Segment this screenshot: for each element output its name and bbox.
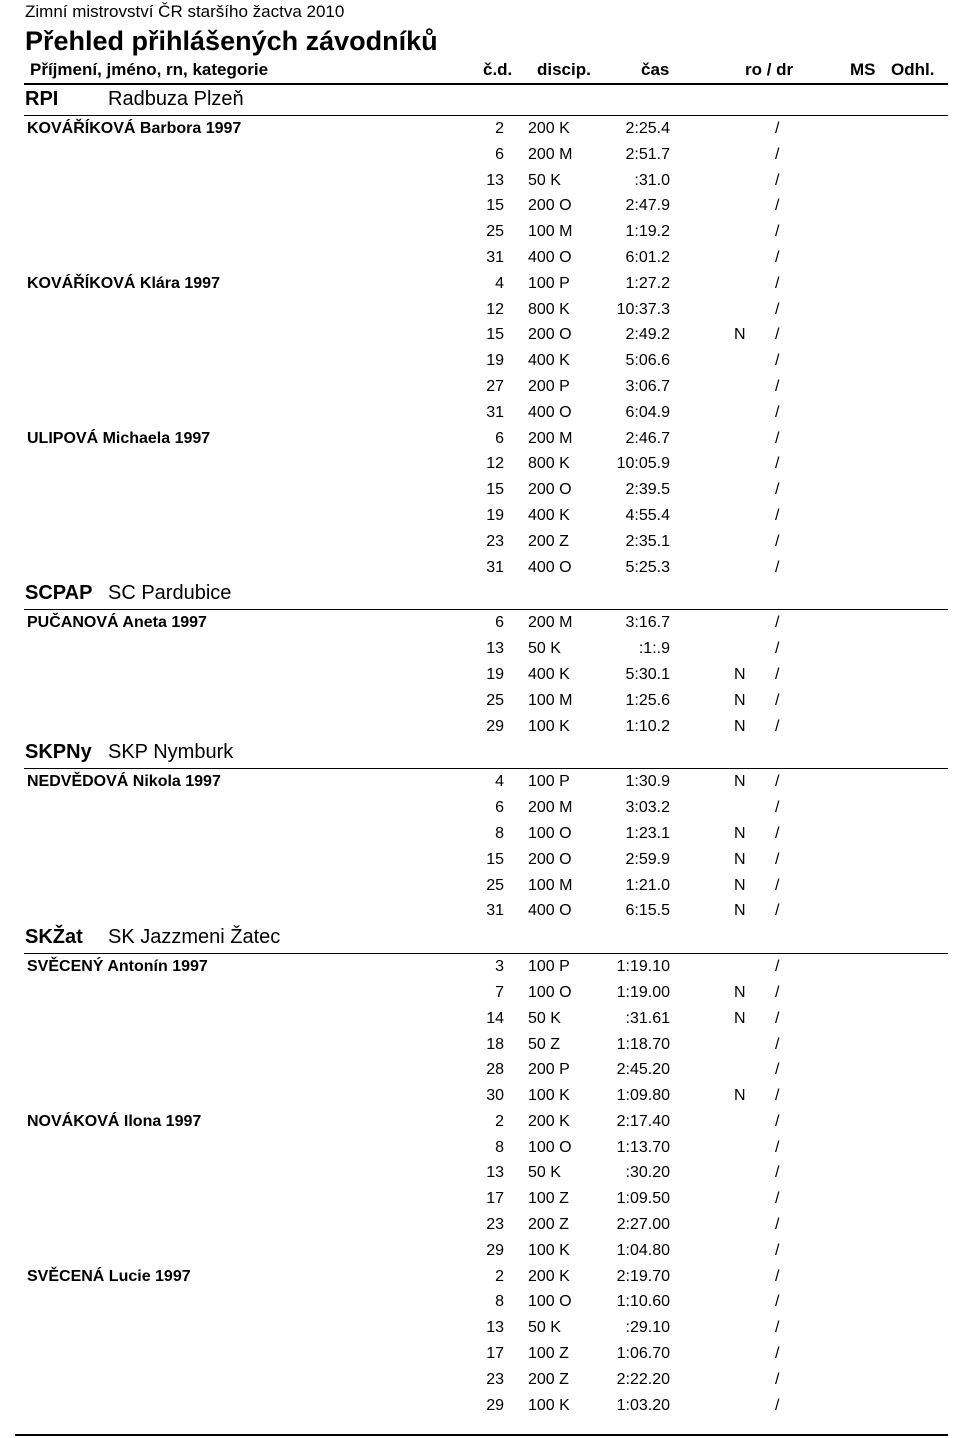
entry-discipline: 100 K: [528, 1396, 570, 1414]
entry-separator: /: [775, 958, 780, 976]
club-code: SKŽat: [25, 926, 83, 949]
entry-cd: 6: [495, 145, 504, 163]
entry-time: :31.61: [625, 1009, 670, 1027]
entry-cd: 19: [486, 665, 504, 683]
entry-row: [0, 1264, 960, 1290]
entry-time: 1:10.60: [616, 1293, 670, 1311]
entry-separator: /: [775, 1035, 780, 1053]
club-code: SCPAP: [25, 582, 93, 605]
entry-time: 1:19.2: [625, 223, 670, 241]
entry-time: 3:03.2: [625, 799, 670, 817]
entry-cd: 19: [486, 352, 504, 370]
entry-discipline: 200 M: [528, 799, 573, 817]
entry-cd: 23: [486, 532, 504, 550]
entry-cd: 30: [486, 1087, 504, 1105]
entry-time: 5:30.1: [625, 665, 670, 683]
entry-ro-flag: N: [734, 876, 746, 894]
swimmer-name: KOVÁŘÍKOVÁ Klára 1997: [27, 274, 220, 292]
entry-row: [0, 426, 960, 452]
entry-discipline: 200 M: [528, 429, 573, 447]
entry-cd: 29: [486, 1241, 504, 1259]
entry-row: [0, 219, 960, 245]
entry-cd: 28: [486, 1061, 504, 1079]
entry-cd: 2: [495, 120, 504, 137]
entry-time: 2:59.9: [625, 850, 670, 868]
entry-time: 10:05.9: [616, 455, 670, 473]
entry-cd: 13: [486, 1164, 504, 1182]
entry-time: 3:16.7: [625, 614, 670, 632]
entry-time: 1:30.9: [625, 773, 670, 791]
entry-discipline: 200 M: [528, 145, 573, 163]
entry-row: [0, 1057, 960, 1083]
entry-time: 6:15.5: [625, 902, 670, 920]
entry-row: [0, 954, 960, 980]
entry-cd: 13: [486, 171, 504, 189]
entry-cd: 6: [495, 429, 504, 447]
entry-discipline: 100 M: [528, 691, 573, 709]
entry-discipline: 50 Z: [528, 1035, 561, 1053]
swimmer-name: SVĚCENÝ Antonín 1997: [27, 958, 208, 976]
entry-discipline: 100 O: [528, 983, 572, 1001]
entry-discipline: 200 O: [528, 481, 572, 499]
entry-discipline: 50 K: [528, 171, 561, 189]
swimmer-name: NOVÁKOVÁ Ilona 1997: [27, 1112, 202, 1130]
entry-discipline: 100 P: [528, 958, 570, 976]
entry-separator: /: [775, 1293, 780, 1311]
entry-separator: /: [775, 1216, 780, 1234]
entry-time: 2:51.7: [625, 145, 670, 163]
entry-time: 2:19.70: [616, 1267, 670, 1285]
club-name: SKP Nymburk: [108, 741, 234, 764]
entry-separator: /: [775, 481, 780, 499]
entry-cd: 8: [495, 1293, 504, 1311]
entry-cd: 31: [486, 248, 504, 266]
entry-time: 1:06.70: [616, 1345, 670, 1363]
entry-row: [0, 1238, 960, 1264]
entry-row: [0, 168, 960, 194]
entry-discipline: 100 O: [528, 1293, 572, 1311]
entry-row: [0, 688, 960, 714]
entry-discipline: 400 K: [528, 665, 570, 683]
entry-row: [0, 1135, 960, 1161]
entry-separator: /: [775, 1370, 780, 1388]
entry-discipline: 50 K: [528, 1009, 561, 1027]
entry-cd: 31: [486, 403, 504, 421]
entry-row: [0, 142, 960, 168]
entry-separator: /: [775, 455, 780, 473]
entry-time: :1:.9: [638, 640, 670, 658]
entry-cd: 19: [486, 506, 504, 524]
entry-separator: /: [775, 1087, 780, 1105]
entry-separator: /: [775, 1061, 780, 1079]
col-header-disc: discip.: [537, 60, 591, 79]
entry-ro-flag: N: [734, 1009, 746, 1027]
entry-time: 2:39.5: [625, 481, 670, 499]
entry-ro-flag: N: [734, 824, 746, 842]
entry-time: 1:04.80: [616, 1241, 670, 1259]
entry-separator: /: [775, 1138, 780, 1156]
entry-time: 2:45.20: [616, 1061, 670, 1079]
entry-separator: /: [775, 1190, 780, 1208]
entry-cd: 15: [486, 197, 504, 215]
header-rule: [24, 83, 948, 85]
entry-cd: 13: [486, 1319, 504, 1337]
footer-rule: [15, 1434, 948, 1436]
entry-row: [0, 348, 960, 374]
entry-row: [0, 662, 960, 688]
entry-time: 2:25.4: [625, 120, 670, 137]
entry-ro-flag: N: [734, 773, 746, 791]
entry-time: 3:06.7: [625, 377, 670, 395]
swimmer-name: KOVÁŘÍKOVÁ Barbora 1997: [27, 120, 242, 137]
entry-row: [0, 555, 960, 581]
entry-cd: 4: [495, 773, 504, 791]
club-header: [0, 86, 960, 116]
entry-separator: /: [775, 665, 780, 683]
entry-discipline: 200 O: [528, 326, 572, 344]
entry-row: [0, 610, 960, 636]
entry-cd: 13: [486, 640, 504, 658]
entry-time: :30.20: [625, 1164, 670, 1182]
entry-row: [0, 980, 960, 1006]
entry-separator: /: [775, 717, 780, 735]
entry-row: [0, 297, 960, 323]
col-header-cd: č.d.: [483, 60, 513, 79]
entry-row: [0, 477, 960, 503]
entry-time: 1:19.00: [616, 983, 670, 1001]
entry-separator: /: [775, 902, 780, 920]
entry-cd: 6: [495, 614, 504, 632]
entry-time: 1:03.20: [616, 1396, 670, 1414]
entry-separator: /: [775, 773, 780, 791]
entry-time: 1:23.1: [625, 824, 670, 842]
club-name: SC Pardubice: [108, 582, 232, 605]
entry-row: [0, 271, 960, 297]
col-header-ro-dr: ro / dr: [745, 60, 794, 79]
entry-discipline: 100 M: [528, 223, 573, 241]
entry-cd: 31: [486, 558, 504, 576]
entry-separator: /: [775, 824, 780, 842]
entry-separator: /: [775, 532, 780, 550]
entry-discipline: 200 Z: [528, 532, 569, 550]
entry-discipline: 100 O: [528, 824, 572, 842]
entry-separator: /: [775, 274, 780, 292]
entry-time: 2:22.20: [616, 1370, 670, 1388]
entry-discipline: 400 K: [528, 352, 570, 370]
entry-row: [0, 451, 960, 477]
entry-cd: 25: [486, 691, 504, 709]
entry-cd: 4: [495, 274, 504, 292]
entry-discipline: 200 O: [528, 197, 572, 215]
entry-row: [0, 1289, 960, 1315]
entry-separator: /: [775, 1241, 780, 1259]
entry-cd: 25: [486, 223, 504, 241]
entry-row: [0, 245, 960, 271]
entry-discipline: 100 P: [528, 773, 570, 791]
entry-row: [0, 1186, 960, 1212]
entry-discipline: 200 K: [528, 1112, 570, 1130]
entry-separator: /: [775, 248, 780, 266]
entry-discipline: 50 K: [528, 1164, 561, 1182]
entry-cd: 23: [486, 1370, 504, 1388]
entry-discipline: 50 K: [528, 1319, 561, 1337]
entry-discipline: 200 P: [528, 377, 570, 395]
entry-cd: 12: [486, 455, 504, 473]
entry-discipline: 200 K: [528, 1267, 570, 1285]
entry-separator: /: [775, 1009, 780, 1027]
entry-discipline: 200 Z: [528, 1370, 569, 1388]
swimmer-name: SVĚCENÁ Lucie 1997: [27, 1267, 191, 1285]
entry-discipline: 400 O: [528, 248, 572, 266]
entry-row: [0, 1083, 960, 1109]
entry-row: [0, 821, 960, 847]
entry-cd: 23: [486, 1216, 504, 1234]
entry-separator: /: [775, 558, 780, 576]
entry-time: 6:01.2: [625, 248, 670, 266]
entry-time: 5:06.6: [625, 352, 670, 370]
entry-cd: 2: [495, 1112, 504, 1130]
entry-discipline: 100 Z: [528, 1190, 569, 1208]
entry-ro-flag: N: [734, 691, 746, 709]
entry-ro-flag: N: [734, 850, 746, 868]
entry-time: 1:25.6: [625, 691, 670, 709]
entry-ro-flag: N: [734, 1087, 746, 1105]
entry-discipline: 400 O: [528, 558, 572, 576]
entry-time: 2:47.9: [625, 197, 670, 215]
entry-row: [0, 795, 960, 821]
entry-discipline: 100 M: [528, 876, 573, 894]
entry-cd: 6: [495, 799, 504, 817]
entry-separator: /: [775, 506, 780, 524]
entry-time: :29.10: [625, 1319, 670, 1337]
entry-discipline: 100 K: [528, 1087, 570, 1105]
entry-row: [0, 1006, 960, 1032]
entry-discipline: 100 K: [528, 717, 570, 735]
entry-separator: /: [775, 326, 780, 344]
entry-ro-flag: N: [734, 665, 746, 683]
entry-row: [0, 193, 960, 219]
entry-discipline: 100 K: [528, 1241, 570, 1259]
entry-row: [0, 322, 960, 348]
entry-time: 4:55.4: [625, 506, 670, 524]
club-code: RPI: [25, 88, 59, 110]
entry-time: 1:18.70: [616, 1035, 670, 1053]
entry-row: [0, 1393, 960, 1419]
entry-time: :31.0: [634, 171, 670, 189]
entry-time: 1:09.80: [616, 1087, 670, 1105]
club-header: [0, 580, 960, 610]
entry-separator: /: [775, 1345, 780, 1363]
entry-separator: /: [775, 352, 780, 370]
entry-cd: 27: [486, 377, 504, 395]
entry-discipline: 50 K: [528, 640, 561, 658]
entry-time: 1:19.10: [616, 958, 670, 976]
entry-time: 1:27.2: [625, 274, 670, 292]
entry-time: 2:46.7: [625, 429, 670, 447]
entry-cd: 29: [486, 1396, 504, 1414]
entry-row: [0, 1109, 960, 1135]
entry-row: [0, 503, 960, 529]
entry-separator: /: [775, 983, 780, 1001]
entry-cd: 25: [486, 876, 504, 894]
entry-separator: /: [775, 145, 780, 163]
entry-cd: 18: [486, 1035, 504, 1053]
entry-separator: /: [775, 403, 780, 421]
entry-discipline: 100 P: [528, 274, 570, 292]
entry-ro-flag: N: [734, 983, 746, 1001]
entry-separator: /: [775, 614, 780, 632]
entry-row: [0, 898, 960, 924]
entry-discipline: 200 Z: [528, 1216, 569, 1234]
entry-cd: 2: [495, 1267, 504, 1285]
entry-separator: /: [775, 377, 780, 395]
entry-separator: /: [775, 1112, 780, 1130]
col-header-time: čas: [641, 60, 670, 79]
entry-cd: 8: [495, 824, 504, 842]
entry-time: 1:10.2: [625, 717, 670, 735]
entry-row: [0, 1367, 960, 1393]
club-name: SK Jazzmeni Žatec: [108, 926, 281, 949]
entry-cd: 29: [486, 717, 504, 735]
entry-discipline: 100 Z: [528, 1345, 569, 1363]
entry-time: 6:04.9: [625, 403, 670, 421]
entry-row: [0, 769, 960, 795]
entry-row: [0, 636, 960, 662]
club-name: Radbuza Plzeň: [108, 88, 244, 110]
entry-cd: 17: [486, 1345, 504, 1363]
entry-cd: 7: [495, 983, 504, 1001]
col-header-ms: MS: [850, 60, 876, 79]
entry-separator: /: [775, 640, 780, 658]
entry-time: 1:13.70: [616, 1138, 670, 1156]
entry-separator: /: [775, 691, 780, 709]
club-header: [0, 924, 960, 954]
club-header: [0, 739, 960, 769]
entry-discipline: 200 K: [528, 120, 570, 137]
entry-discipline: 100 O: [528, 1138, 572, 1156]
entry-separator: /: [775, 850, 780, 868]
entry-time: 2:35.1: [625, 532, 670, 550]
entry-time: 2:27.00: [616, 1216, 670, 1234]
entry-cd: 8: [495, 1138, 504, 1156]
entry-separator: /: [775, 1319, 780, 1337]
entry-ro-flag: N: [734, 717, 746, 735]
entry-separator: /: [775, 1267, 780, 1285]
col-header-name: Příjmení, jméno, rn, kategorie: [30, 60, 269, 79]
swimmer-name: ULIPOVÁ Michaela 1997: [27, 429, 211, 447]
entry-separator: /: [775, 429, 780, 447]
entry-ro-flag: N: [734, 326, 746, 344]
entry-cd: 12: [486, 300, 504, 318]
entry-time: 2:17.40: [616, 1112, 670, 1130]
entry-discipline: 400 K: [528, 506, 570, 524]
col-header-odhl: Odhl.: [891, 60, 935, 79]
entry-row: [0, 1032, 960, 1058]
entry-separator: /: [775, 300, 780, 318]
entry-row: [0, 714, 960, 740]
entry-discipline: 400 O: [528, 403, 572, 421]
entry-separator: /: [775, 223, 780, 241]
entry-cd: 15: [486, 481, 504, 499]
entry-discipline: 200 O: [528, 850, 572, 868]
entry-time: 10:37.3: [616, 300, 670, 318]
entry-separator: /: [775, 799, 780, 817]
entry-separator: /: [775, 197, 780, 215]
entry-time: 2:49.2: [625, 326, 670, 344]
entry-cd: 17: [486, 1190, 504, 1208]
entry-separator: /: [775, 876, 780, 894]
entry-cd: 15: [486, 850, 504, 868]
page-title: Přehled přihlášených závodníků: [25, 26, 438, 56]
entry-row: [0, 400, 960, 426]
entry-discipline: 200 M: [528, 614, 573, 632]
entries-list: [0, 86, 960, 1418]
entry-separator: /: [775, 1164, 780, 1182]
entry-time: 1:09.50: [616, 1190, 670, 1208]
entry-row: [0, 1341, 960, 1367]
entry-discipline: 800 K: [528, 455, 570, 473]
entry-discipline: 200 P: [528, 1061, 570, 1079]
entry-time: 5:25.3: [625, 558, 670, 576]
swimmer-name: PUČANOVÁ Aneta 1997: [27, 614, 207, 632]
entry-discipline: 400 O: [528, 902, 572, 920]
club-code: SKPNy: [25, 741, 92, 764]
event-subtitle: Zimní mistrovství ČR staršího žactva 2010: [25, 2, 345, 21]
entry-cd: 14: [486, 1009, 504, 1027]
entry-separator: /: [775, 1396, 780, 1414]
entry-cd: 31: [486, 902, 504, 920]
entry-row: [0, 374, 960, 400]
entry-ro-flag: N: [734, 902, 746, 920]
column-header-row: [0, 60, 960, 82]
entry-row: [0, 1315, 960, 1341]
entry-row: [0, 116, 960, 142]
entry-separator: /: [775, 120, 780, 137]
entry-row: [0, 847, 960, 873]
entry-time: 1:21.0: [625, 876, 670, 894]
entry-cd: 3: [495, 958, 504, 976]
entry-discipline: 800 K: [528, 300, 570, 318]
entry-row: [0, 529, 960, 555]
entry-row: [0, 873, 960, 899]
entry-row: [0, 1160, 960, 1186]
entry-row: [0, 1212, 960, 1238]
entry-cd: 15: [486, 326, 504, 344]
entry-separator: /: [775, 171, 780, 189]
swimmer-name: NEDVĚDOVÁ Nikola 1997: [27, 773, 221, 791]
